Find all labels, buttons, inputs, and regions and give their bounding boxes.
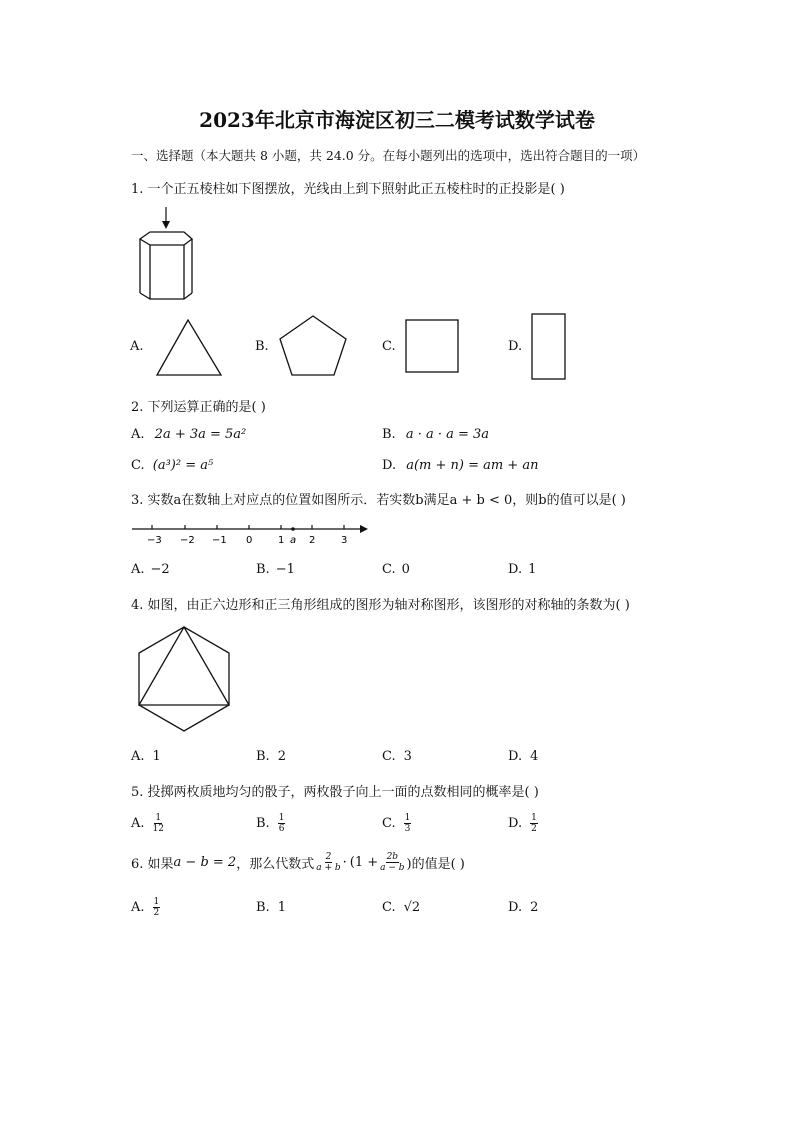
question-1-text: 1. 一个正五棱柱如下图摆放，光线由上到下照射此正五棱柱时的正投影是( ): [131, 182, 565, 197]
option-label: D.: [508, 749, 523, 764]
q4-option-a: [131, 749, 161, 764]
option-expression: a(m + n) = am + an: [406, 458, 539, 473]
question-2-text: 2. 下列运算正确的是( ): [131, 400, 266, 415]
option-value: 1: [528, 562, 537, 577]
q6-option-a: [131, 897, 162, 918]
number-line-figure: [130, 518, 370, 548]
tick-label: 0: [246, 535, 253, 546]
option-label: A.: [131, 900, 145, 915]
option-label: C.: [382, 900, 396, 915]
numerator: 1: [278, 813, 285, 823]
q5-option-d: [508, 813, 540, 834]
denominator: 12: [152, 824, 164, 834]
option-label: C.: [382, 749, 396, 764]
q2-option-d: [382, 458, 539, 473]
question-5-text: 5. 投掷两枚质地均匀的骰子，两枚骰子向上一面的点数相同的概率是( ): [131, 785, 539, 800]
option-value: 2: [277, 749, 286, 764]
denominator: 2: [531, 824, 537, 834]
q4-option-d: [508, 749, 538, 764]
option-value: −1: [275, 562, 295, 577]
section-heading: 一、选择题（本大题共 8 小题，共 24.0 分。在每小题列出的选项中，选出符合题目的一项）: [131, 148, 646, 163]
option-label: C.: [382, 816, 396, 831]
q6-dot: ·: [342, 855, 347, 870]
option-value: 4: [530, 749, 539, 764]
pentagonal-prism-figure: [130, 205, 200, 305]
q2-option-b: [382, 427, 489, 442]
option-label: D.: [508, 900, 523, 915]
option-label: B.: [382, 427, 396, 442]
option-label: C.: [382, 562, 396, 577]
option-label: D.: [508, 816, 523, 831]
fraction: [153, 897, 161, 918]
q4-option-c: [382, 749, 412, 764]
rectangle-option-icon: [530, 312, 568, 382]
denominator: 6: [278, 824, 285, 834]
option-value: √2: [403, 900, 421, 915]
option-label: B.: [256, 816, 270, 831]
q5-option-a: [131, 813, 166, 834]
q2-option-a: [131, 427, 246, 442]
option-expression: 2a + 3a = 5a²: [154, 427, 247, 442]
fraction: [404, 813, 412, 834]
q6-option-d: [508, 900, 538, 915]
q4-option-b: [256, 749, 286, 764]
tick-label: −3: [147, 535, 162, 546]
option-label: A.: [131, 749, 145, 764]
q3-option-d: [508, 562, 536, 577]
q5-option-c: [382, 813, 413, 834]
page-title: 2023年北京市海淀区初三二模考试数学试卷: [199, 108, 595, 132]
option-label: B.: [256, 562, 270, 577]
q3-option-a: [131, 562, 170, 577]
fraction: [530, 813, 538, 834]
tick-label: 2: [309, 535, 316, 546]
option-value: 1: [277, 900, 286, 915]
q2-option-c: [131, 458, 213, 473]
denominator: 2: [153, 908, 160, 918]
q6-condition: a − b = 2: [173, 855, 237, 870]
q6-suffix: )的值是( ): [406, 857, 465, 872]
question-4-text: 4. 如图，由正六边形和正三角形组成的图形为轴对称图形，该图形的对称轴的条数为( ): [131, 598, 630, 613]
fraction: [316, 852, 340, 873]
numerator: 1: [531, 813, 537, 823]
q6-middle: ，那么代数式: [236, 857, 315, 872]
option-value: 1: [152, 749, 161, 764]
tick-label: 1: [278, 535, 285, 546]
option-label: A.: [131, 427, 145, 442]
option-value: −2: [150, 562, 170, 577]
question-3-text: 3. 实数a在数轴上对应点的位置如图所示．若实数b满足a + b < 0，则b的值可以是( ): [131, 493, 626, 508]
option-label: B.: [256, 900, 270, 915]
numerator: 1: [155, 813, 162, 823]
q6-paren-open: (1 +: [349, 855, 379, 870]
question-6-text: [131, 852, 465, 873]
q1-option-a-label: A.: [130, 339, 144, 354]
option-label: A.: [131, 562, 145, 577]
denominator: 3: [404, 824, 411, 834]
fraction: [278, 813, 286, 834]
option-label: A.: [131, 816, 145, 831]
numerator: 2: [325, 852, 332, 862]
denominator: a − b: [380, 863, 405, 873]
q6-option-b: [256, 900, 286, 915]
option-label: D.: [508, 562, 523, 577]
fraction: [380, 852, 404, 873]
numerator: 1: [404, 813, 411, 823]
option-value: 0: [401, 562, 410, 577]
tick-label: −1: [212, 535, 227, 546]
hexagon-triangle-figure: [134, 624, 234, 736]
q3-option-b: [256, 562, 295, 577]
q6-prefix: 6. 如果: [131, 857, 174, 872]
option-label: B.: [256, 749, 270, 764]
numerator: 1: [153, 897, 160, 907]
q1-option-b-label: B.: [255, 339, 269, 354]
numerator: 2b: [386, 852, 399, 862]
tick-label: 3: [341, 535, 348, 546]
option-label: D.: [382, 458, 397, 473]
option-value: 3: [403, 749, 412, 764]
fraction: [153, 813, 164, 834]
triangle-option-icon: [155, 318, 225, 378]
denominator: a + b: [316, 863, 341, 873]
tick-label: a: [290, 535, 297, 546]
option-expression: (a³)² = a⁵: [152, 458, 214, 473]
option-expression: a · a · a = 3a: [405, 427, 490, 442]
q3-option-c: [382, 562, 410, 577]
square-option-icon: [404, 318, 460, 374]
q1-option-d-label: D.: [508, 339, 523, 354]
q5-option-b: [256, 813, 287, 834]
pentagon-option-icon: [278, 314, 350, 378]
option-value: 2: [530, 900, 539, 915]
option-label: C.: [131, 458, 145, 473]
tick-label: −2: [180, 535, 195, 546]
q6-option-c: [382, 900, 420, 915]
q1-option-c-label: C.: [382, 339, 396, 354]
